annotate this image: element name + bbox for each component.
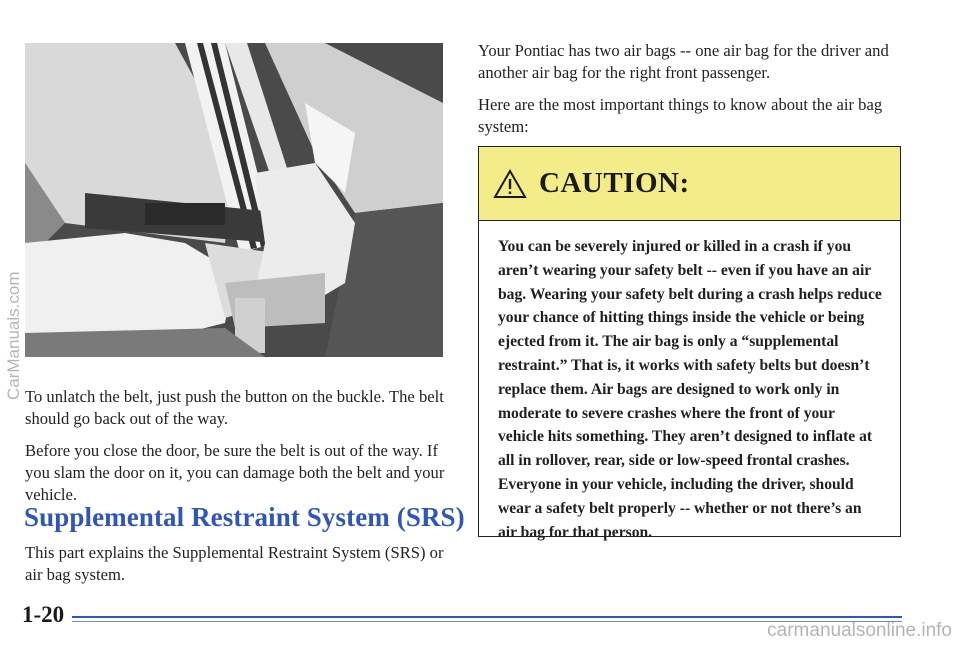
caution-title: CAUTION:: [539, 167, 690, 199]
seatbelt-buckle-photo: [25, 43, 443, 357]
paragraph-important: Here are the most important things to know about the air bag system:: [478, 95, 883, 136]
footer-rule: [72, 616, 902, 618]
bottom-watermark: carmanualsonline.info: [767, 620, 952, 641]
warning-triangle-icon: [493, 169, 527, 199]
paragraph-door: Before you close the door, be sure the belt is out of the way. If you slam the door on it, you can damage both the belt and your vehicle.: [25, 441, 445, 504]
right-column-text: [478, 40, 908, 148]
left-column-text: [25, 386, 450, 516]
caution-header: [479, 147, 900, 221]
section-intro: This part explains the Supplemental Restraint System (SRS) or air bag system.: [25, 543, 444, 584]
caution-body: You can be severely injured or killed in a crash if you aren’t wearing your safety belt -- even if you have an air bag. Wearing your safety belt during a crash helps reduce your chance of hitting things inside the vehicle or being ejected from it. The air bag is only a “supplemental restraint.” That is, it works with safety belts but doesn’t replace them. Air bags are designed to work only in moderate to severe crashes where the front of your vehicle hits something. They aren’t designed to inflate at all in rollover, rear, side or low-speed frontal crashes. Everyone in your vehicle, including the driver, should wear a safety belt properly -- whether or not there’s an air bag for that person.: [498, 238, 882, 541]
paragraph-unlatch: To unlatch the belt, just push the button on the buckle. The belt should go back out of the way.: [25, 387, 444, 428]
side-watermark: CarManuals.com: [4, 271, 23, 400]
paragraph-airbags: Your Pontiac has two air bags -- one air bag for the driver and another air bag for the right front passenger.: [478, 41, 889, 82]
caution-box: [478, 146, 901, 541]
page-number: 1-20: [22, 602, 65, 627]
section-heading-srs: Supplemental Restraint System (SRS): [24, 502, 465, 532]
seatbelt-buckle-illustration: [25, 43, 443, 357]
